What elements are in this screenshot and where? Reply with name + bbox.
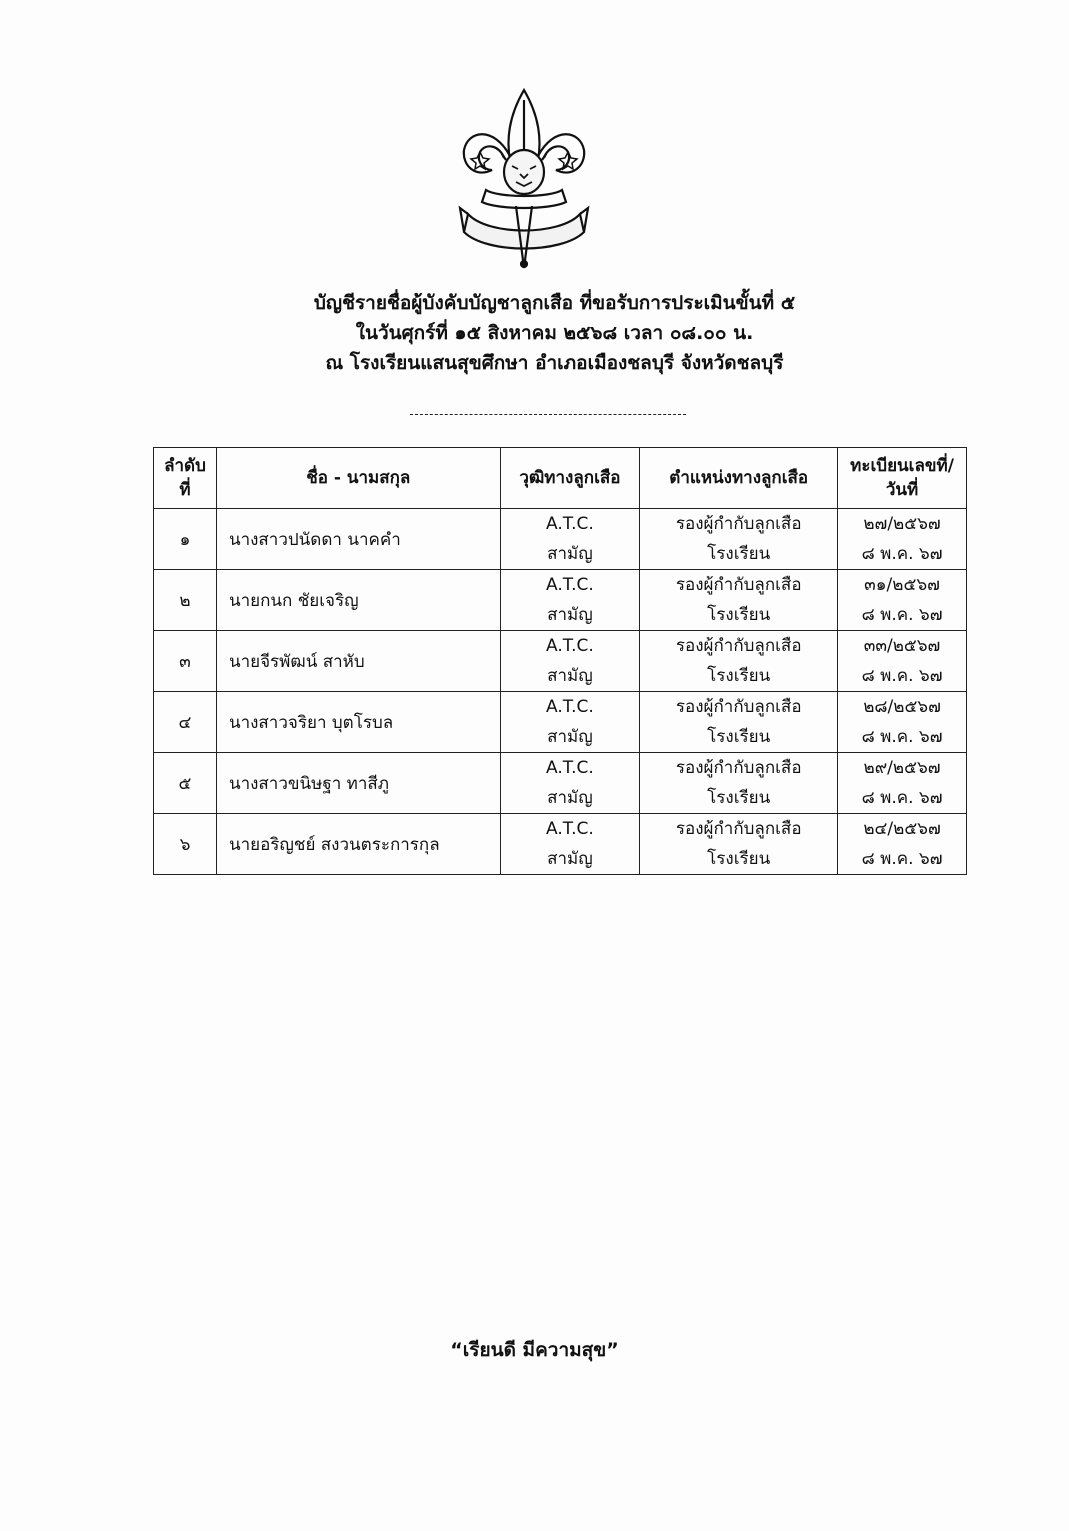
header-no: ลำดับ ที่ [154,448,217,509]
row-registration: ๓๓/๒๕๖๗ ๘ พ.ค. ๖๗ [838,631,967,692]
roster-table [153,447,967,875]
header-qualification: วุฒิทางลูกเสือ [500,448,640,509]
table-row [154,631,967,692]
header-registration: ทะเบียนเลขที่/ วันที่ [838,448,967,509]
row-qualification: A.T.C. สามัญ [500,509,640,570]
row-registration: ๓๑/๒๕๖๗ ๘ พ.ค. ๖๗ [838,570,967,631]
table-row [154,814,967,875]
header-name: ชื่อ - นามสกุล [216,448,500,509]
table-row [154,509,967,570]
row-position: รองผู้กำกับลูกเสือ โรงเรียน [640,631,838,692]
title-line-3: ณ โรงเรียนแสนสุขศึกษา อำเภอเมืองชลบุรี จังหวัดชลบุรี [325,352,784,374]
row-number: ๖ [154,814,217,875]
row-number: ๓ [154,631,217,692]
row-position: รองผู้กำกับลูกเสือ โรงเรียน [640,692,838,753]
title-line-2: ในวันศุกร์ที่ ๑๕ สิงหาคม ๒๕๖๘ เวลา ๐๘.๐๐ น. [355,322,754,344]
table-row [154,570,967,631]
row-number: ๑ [154,509,217,570]
footer-motto: “เรียนดี มีความสุข” [450,1339,619,1361]
row-qualification: A.T.C. สามัญ [500,631,640,692]
title-line-1: บัญชีรายชื่อผู้บังคับบัญชาลูกเสือ ที่ขอรับการประเมินขั้นที่ ๕ [313,292,796,314]
row-registration: ๒๔/๒๕๖๗ ๘ พ.ค. ๖๗ [838,814,967,875]
row-registration: ๒๙/๒๕๖๗ ๘ พ.ค. ๖๗ [838,753,967,814]
row-name: นายอริญชย์ สงวนตระการกุล [216,814,500,875]
row-qualification: A.T.C. สามัญ [500,692,640,753]
table-header-row [154,448,967,509]
row-number: ๕ [154,753,217,814]
row-registration: ๒๗/๒๕๖๗ ๘ พ.ค. ๖๗ [838,509,967,570]
dashed-divider [410,414,686,415]
row-position: รองผู้กำกับลูกเสือ โรงเรียน [640,509,838,570]
row-position: รองผู้กำกับลูกเสือ โรงเรียน [640,570,838,631]
header-position: ตำแหน่งทางลูกเสือ [640,448,838,509]
row-qualification: A.T.C. สามัญ [500,814,640,875]
row-number: ๔ [154,692,217,753]
row-name: นางสาวปนัดดา นาคคำ [216,509,500,570]
scout-emblem-logo [458,86,590,270]
row-position: รองผู้กำกับลูกเสือ โรงเรียน [640,753,838,814]
row-position: รองผู้กำกับลูกเสือ โรงเรียน [640,814,838,875]
row-name: นายกนก ชัยเจริญ [216,570,500,631]
row-name: นางสาวจริยา บุตโรบล [216,692,500,753]
row-number: ๒ [154,570,217,631]
row-name: นายจีรพัฒน์ สาหับ [216,631,500,692]
row-registration: ๒๘/๒๕๖๗ ๘ พ.ค. ๖๗ [838,692,967,753]
row-qualification: A.T.C. สามัญ [500,753,640,814]
table-row [154,692,967,753]
row-name: นางสาวขนิษฐา ทาสีภู [216,753,500,814]
row-qualification: A.T.C. สามัญ [500,570,640,631]
document-header [0,288,1069,378]
table-row [154,753,967,814]
